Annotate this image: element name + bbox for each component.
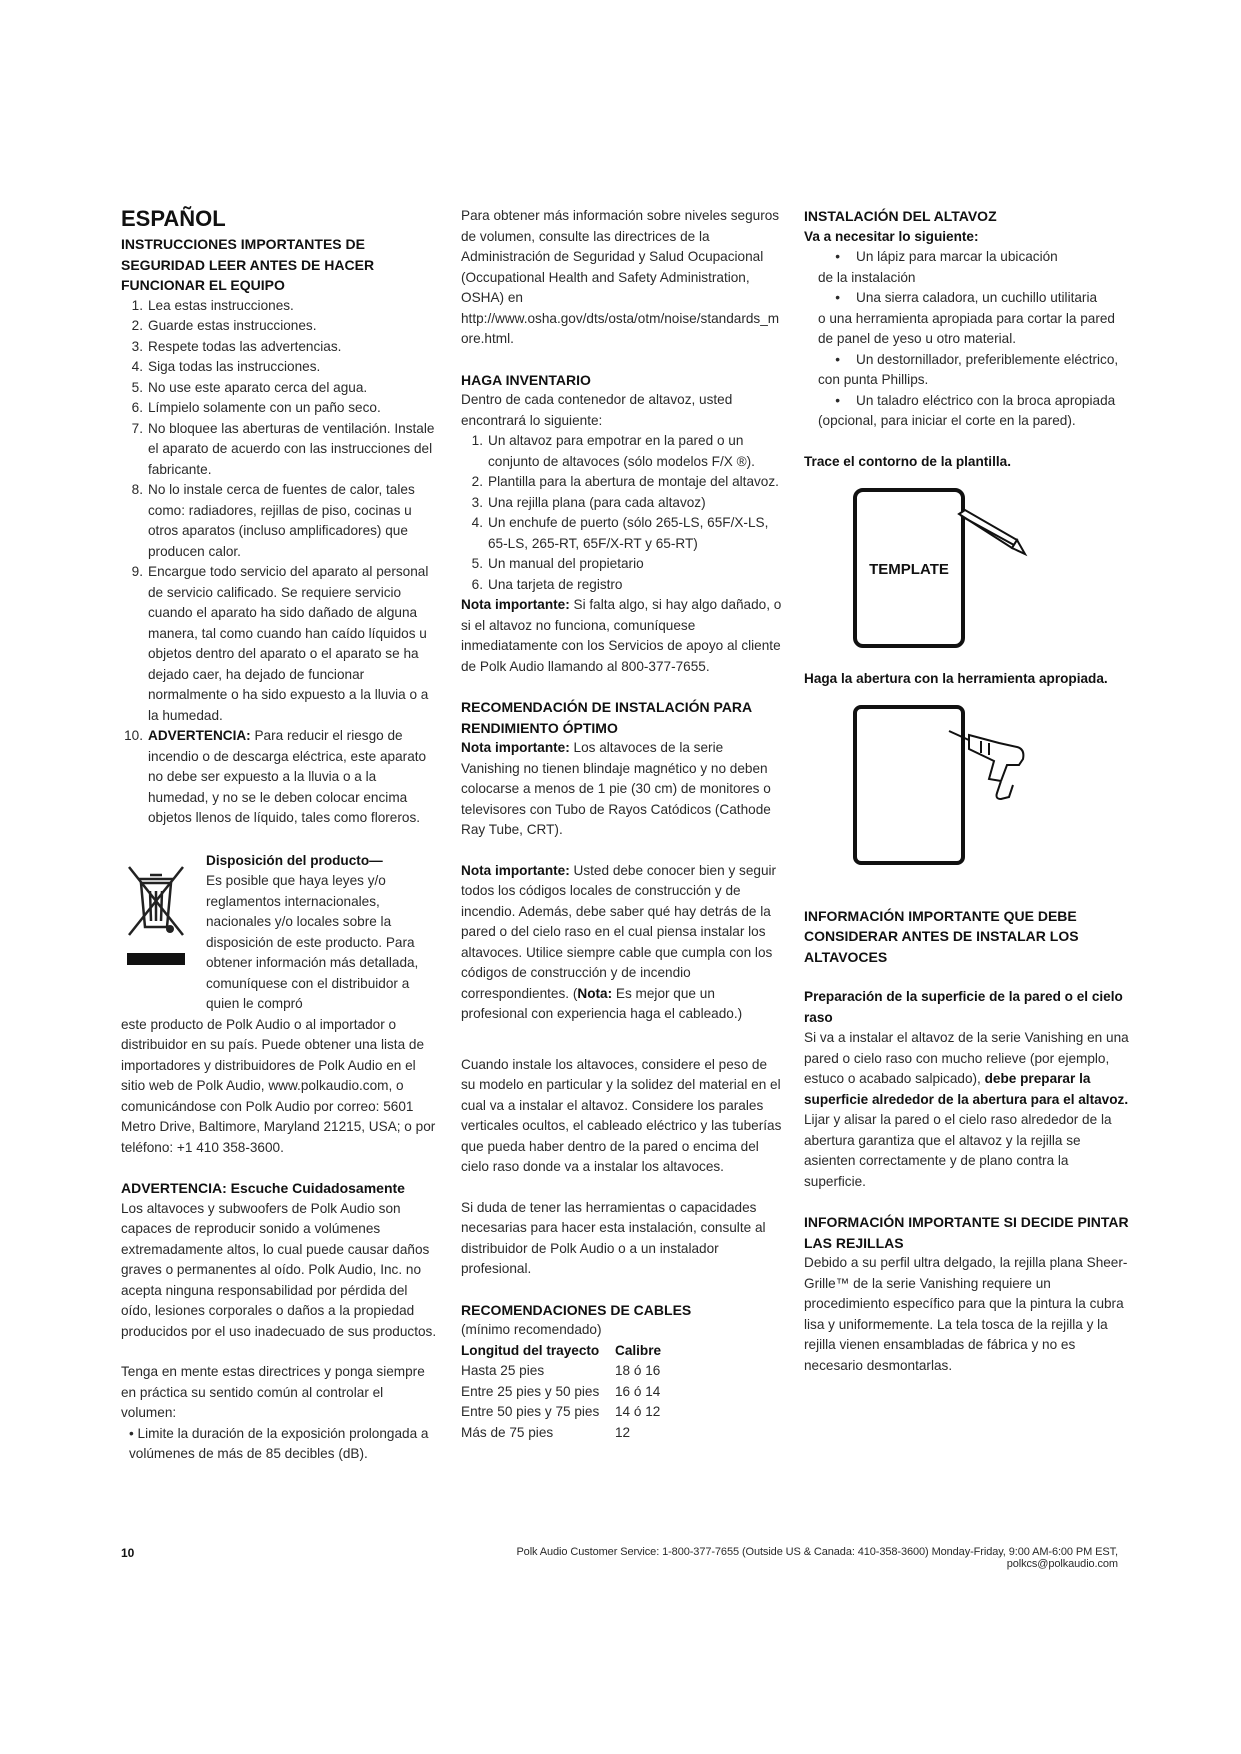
disposal-heading: Disposición del producto— [206,852,383,868]
recommend-heading: RECOMENDACIÓN DE INSTALACIÓN PARA RENDIMIENTO ÓPTIMO [461,699,752,736]
inventory-intro: Dentro de cada contenedor de altavoz, usted encontrará lo siguiente: [461,392,733,428]
install-heading: INSTALACIÓN DEL ALTAVOZ [804,208,997,224]
cable-col-gauge: Calibre [615,1342,662,1358]
osha-text: Para obtener más información sobre niveles seguros de volumen, consulte las directrices de la Administración de Seguridad y Salud Ocupacional (Occupational Health and Safety Administration, OSHA) en http://www.osha.gov/dts/osta/otm/noise/standards_more.html. [461,208,780,346]
safety-instructions-list [121,296,439,829]
list-item: • Un lápiz para marcar la ubicación de la instalación [818,249,1058,285]
cable-heading: RECOMENDACIONES DE CABLES [461,1301,692,1318]
inventory-heading: HAGA INVENTARIO [461,371,591,388]
list-item: 5. No use este aparato cerca del agua. [131,379,368,395]
inventory-list [461,431,783,595]
template-trace-diagram [849,484,1029,654]
column-middle [461,206,783,1443]
cable-col-length: Longitud del trayecto [461,1342,600,1358]
paint-heading: INFORMACIÓN IMPORTANTE SI DECIDE PINTAR LAS REJILLAS [804,1214,1129,1251]
list-item: 6. Límpielo solamente con un paño seco. [131,400,381,415]
cable-subheading: (mínimo recomendado) [461,1322,602,1337]
trace-heading: Trace el contorno de la plantilla. [804,453,1011,469]
list-item: • Una sierra caladora, un cuchillo utilitaria o una herramienta apropiada para cortar la pared de panel de yeso u otro material. [818,290,1115,346]
list-item: 2. Plantilla para la abertura de montaje del altavoz. [471,474,779,489]
language-title: ESPAÑOL [121,206,226,231]
list-item: 4. Siga todas las instrucciones. [131,359,321,374]
list-item: • Un destornillador, preferiblemente eléctrico, con punta Phillips. [818,351,1119,387]
crossed-out-wheelie-bin-icon [121,861,191,971]
table-row: Hasta 25 pies 18 ó 16 [461,1363,661,1378]
cable-table-header [461,1341,783,1362]
cut-heading: Haga la abertura con la herramienta apropiada. [804,670,1108,686]
wall-opening-outline [855,707,963,863]
disposal-section [121,851,439,1159]
safety-heading: INSTRUCCIONES IMPORTANTES DE SEGURIDAD LEER ANTES DE HACER FUNCIONAR EL EQUIPO [121,236,375,293]
table-row: Entre 50 pies y 75 pies 14 ó 12 [461,1404,661,1419]
table-row: Entre 25 pies y 50 pies 16 ó 14 [461,1383,661,1399]
list-item: 4. Un enchufe de puerto (sólo 265-LS, 65F/X-LS, 65-LS, 265-RT, 65F/X-RT y 65-RT) [471,515,769,551]
cut-opening-diagram [849,701,1029,871]
pencil-icon [959,510,1025,554]
list-item: 2. Guarde estas instrucciones. [131,318,317,333]
need-heading: Va a necesitar lo siguiente: [804,228,979,244]
list-item: 8. No lo instale cerca de fuentes de calor, tales como: radiadores, rejillas de piso, cocinas u otros aparatos (incluso amplificadores) que producen calor. [131,482,415,559]
surface-heading: Preparación de la superficie de la pared o el cielo raso [804,989,1123,1025]
warning-label: ADVERTENCIA: [148,728,251,743]
weight-text: Cuando instale los altavoces, considere el peso de su modelo en particular y la solidez del material en el cual va a instalar el altavoz. Considere los parales verticales ocultos, el cableado eléctrico y las tuberías que pueda haber dentro de la pared o encima del cielo raso donde va a instalar los altavoces. [461,1056,782,1174]
doubt-text: Si duda de tener las herramientas o capacidades necesarias para hacer esta instalación, consulte al distribuidor de Polk Audio o a un instalador profesional. [461,1199,766,1276]
note-missing-items: Nota importante: Si falta algo, si hay algo dañado, o si el altavoz no funciona, comuníquese inmediatamente con los Servicios de apoyo al cliente de Polk Audio llamando al 800-377-7655. [461,597,782,674]
list-item-warning: 10. ADVERTENCIA: Para reducir el riesgo de incendio o de descarga eléctrica, este aparato no debe ser expuesto a la lluvia o a la humedad, y no se le deben colocar encima objetos llenos de líquido, tales como floreros. [124,728,427,825]
list-item: 7. No bloquee las aberturas de ventilación. Instale el aparato de acuerdo con las instrucciones del fabricante. [131,420,435,477]
list-item: 1. Un altavoz para empotrar en la pared o un conjunto de altavoces (sólo modelos F/X ®). [471,433,755,469]
listen-warning-text: Los altavoces y subwoofers de Polk Audio son capaces de reproducir sonido a volúmenes extremadamente altos, lo cual puede causar daños graves o permanentes al oído. Polk Audio, Inc. no acepta ninguna responsabilidad por pérdida del oído, lesiones corporales o daños a la propiedad producidos por el uso inadecuado de sus productos. [121,1200,437,1339]
template-label: TEMPLATE [869,561,949,578]
note-building-codes: Nota importante: Usted debe conocer bien y seguir todos los códigos locales de construcción y de incendio. Además, debe saber qué hay detrás de la pared o del cielo raso en el cual piensa instalar los altavoces. Utilice siempre cable que cumpla con los códigos de construcción y de incendio correspondientes. (Nota: Es mejor que un profesional con experiencia haga el cableado.) [461,862,777,1021]
paint-text: Debido a su perfil ultra delgado, la rejilla plana Sheer-Grille™ de la serie Vanishing requiere un procedimiento específico para que la pintura la cubra lisa y uniformemente. La tela tosca de la rejilla y la rejilla vienen ensambladas de fábrica y no es necesario desmontarlas. [804,1255,1128,1373]
guidelines-bullet: • Limite la duración de la exposición prolongada a volúmenes de más de 85 decibles (dB). [129,1425,429,1461]
footer-contact: Polk Audio Customer Service: 1-800-377-7655 (Outside US & Canada: 410-358-3600) Monday-Friday, 9:00 AM-6:00 PM EST, polkcs@polkaudio.com [516,1546,1118,1570]
listen-warning-heading: ADVERTENCIA: Escuche Cuidadosamente [121,1180,405,1196]
guidelines-text: Tenga en mente estas directrices y ponga siempre en práctica su sentido común al controlar el volumen: [121,1364,425,1420]
note-shielding: Nota importante: Los altavoces de la serie Vanishing no tienen blindaje magnético y no deben colocarse a menos de 1 pie (30 cm) de monitores o televisores con Tubo de Rayos Catódicos (Cathode Ray Tube, CRT). [461,740,771,837]
list-item: 6. Una tarjeta de registro [471,576,623,592]
column-right [804,206,1132,1376]
list-item: 9. Encargue todo servicio del aparato al personal de servicio calificado. Se requiere servicio cuando el aparato ha sido dañado de alguna manera, tal como cuando han caído líquidos u objetos dentro del aparato o el aparato se ha dejado caer, ha dejado de funcionar normalmente o ha sido expuesto a la lluvia o a la humedad. [131,564,429,723]
disposal-text-continued: este producto de Polk Audio o al importador o distribuidor en su país. Puede obtener una lista de importadores y distribuidores de Polk Audio en el sitio web de Polk Audio, www.polkaudio.com, o comunicándose con Polk Audio por correo: 5601 Metro Drive, Baltimore, Maryland 21215, USA; o por teléfono: +1 410 358-3600. [121,1016,436,1155]
surface-text: Si va a instalar el altavoz de la serie Vanishing en una pared o cielo raso con mucho relieve (por ejemplo, estuco o acabado salpicado), debe preparar la superficie alrededor de la abertura para el altavoz. Lijar y alisar la pared o el cielo raso alrededor de la abertura garantiza que el altavoz y la rejilla se asienten correctamente y de plano contra la superficie. [804,1030,1129,1189]
list-item: 3. Respete todas las advertencias. [131,338,342,354]
list-item: 1. Lea estas instrucciones. [131,297,294,313]
table-row: Más de 75 pies 12 [461,1424,631,1440]
list-item: 3. Una rejilla plana (para cada altavoz) [471,494,706,510]
column-left [121,206,439,1465]
list-item: 5. Un manual del propietario [471,556,644,571]
list-item: • Un taladro eléctrico con la broca apropiada (opcional, para iniciar el corte en la pared). [818,392,1116,428]
important-heading: INFORMACIÓN IMPORTANTE QUE DEBE CONSIDERAR ANTES DE INSTALAR LOS ALTAVOCES [804,907,1079,965]
page-number: 10 [121,1546,135,1560]
tools-list [804,247,1132,432]
disposal-text: Es posible que haya leyes y/o reglamentos internacionales, nacionales y/o locales sobre la disposición de este producto. Para obtener información más detallada, comuníquese con el distribuidor a quien le compró [206,873,419,1011]
